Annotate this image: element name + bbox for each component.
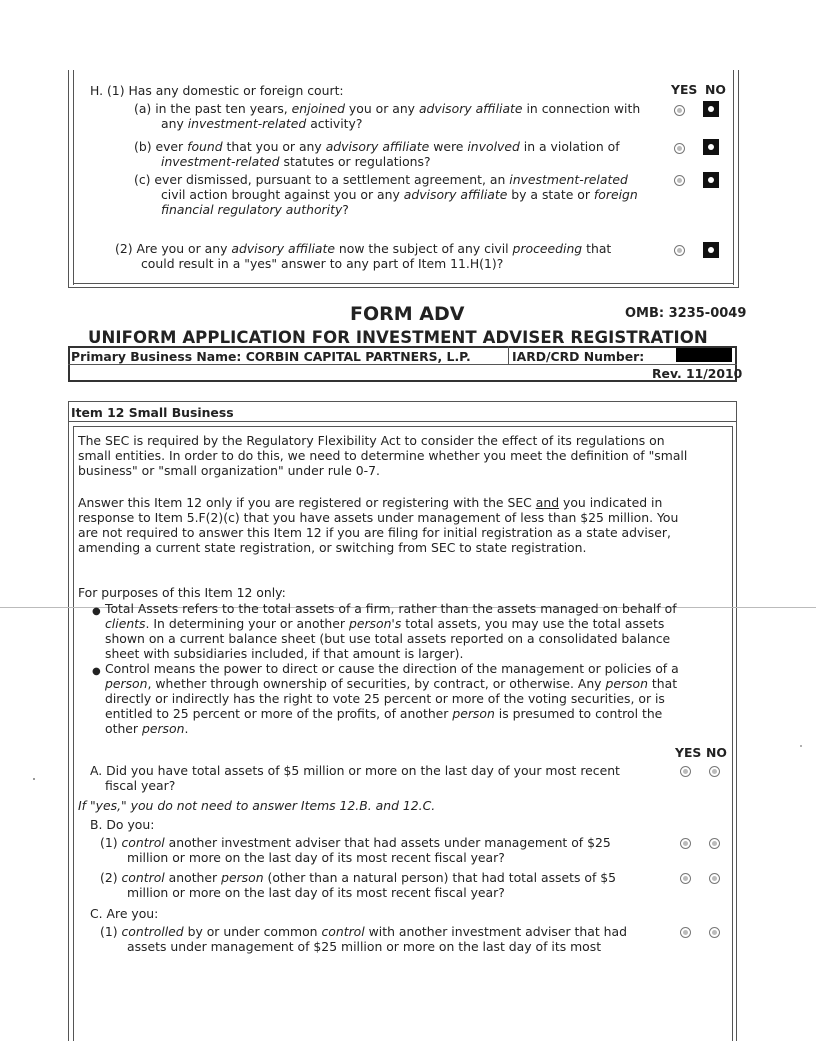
iard-crd-label: IARD/CRD Number: bbox=[512, 349, 645, 364]
h2-yes-radio[interactable] bbox=[674, 245, 685, 256]
12b2-no-radio[interactable] bbox=[709, 873, 720, 884]
frame-left-outer bbox=[68, 70, 69, 287]
12a-yes-radio[interactable] bbox=[680, 766, 691, 777]
item12-yes-header: YES bbox=[675, 745, 702, 760]
revision-label: Rev. 11/2010 bbox=[652, 366, 743, 381]
form-title: FORM ADV bbox=[350, 303, 465, 325]
12c1-no-radio[interactable] bbox=[709, 927, 720, 938]
scan-speck bbox=[33, 778, 35, 780]
no-column-header: NO bbox=[705, 82, 726, 97]
frame-bottom-outer bbox=[68, 287, 739, 288]
form-subtitle: UNIFORM APPLICATION FOR INVESTMENT ADVISER REGISTRATION bbox=[88, 328, 708, 347]
h1b-yes-radio[interactable] bbox=[674, 143, 685, 154]
h1a-yes-radio[interactable] bbox=[674, 105, 685, 116]
iard-divider bbox=[508, 346, 509, 364]
item12-inner-top bbox=[73, 426, 732, 427]
question-12b1: (1) control another investment adviser that had assets under management of $25 million or more on the last day of its most recent fiscal year? bbox=[100, 835, 611, 865]
h1b-no-radio-selected[interactable] bbox=[703, 139, 719, 155]
question-12b2: (2) control another person (other than a natural person) that had total assets of $5 million or more on the last day of its most recent fiscal year? bbox=[100, 870, 617, 900]
question-12a: A. Did you have total assets of $5 million or more on the last day of your most recent fiscal year? bbox=[90, 763, 620, 793]
question-12b-intro: B. Do you: bbox=[90, 817, 155, 832]
h1c-no-radio-selected[interactable] bbox=[703, 172, 719, 188]
question-h2: (2) Are you or any advisory affiliate now the subject of any civil proceeding that could result in a "yes" answer to any part of Item 11.H(1)? bbox=[115, 241, 612, 271]
bullet-total-assets: Total Assets refers to the total assets of a firm, rather than the assets managed on behalf of clients. In determining your or another person's total assets, you may use the total assets shown on a current balance sheet (but use total assets reported on a consolidated balance sheet with subsidiaries included, if that amount is larger). bbox=[105, 601, 677, 661]
primary-business-name: Primary Business Name: CORBIN CAPITAL PARTNERS, L.P. bbox=[71, 349, 471, 364]
redacted-iard-number bbox=[676, 348, 732, 362]
scan-speck bbox=[800, 745, 802, 747]
frame-right-outer bbox=[738, 70, 739, 287]
omb-number: OMB: 3235-0049 bbox=[625, 306, 747, 321]
bullet-dot-1: ● bbox=[92, 606, 101, 617]
h1c-yes-radio[interactable] bbox=[674, 175, 685, 186]
12c1-yes-radio[interactable] bbox=[680, 927, 691, 938]
item12-inner-left bbox=[73, 426, 74, 1041]
item12-no-header: NO bbox=[706, 745, 727, 760]
question-h1b: (b) ever found that you or any advisory affiliate were involved in a violation of investment-related statutes or regulations? bbox=[134, 139, 620, 169]
item12-inner-right bbox=[732, 426, 733, 1041]
item12-paragraph-2: Answer this Item 12 only if you are registered or registering with the SEC and you indicated in response to Item 5.F(2)(c) that you have assets under management of less than $25 million. You are not required to answer this Item 12 if you are filing for initial registration as a state adviser, amending a current state registration, or switching from SEC to state registration. bbox=[78, 495, 679, 555]
frame-bottom-inner bbox=[73, 283, 734, 284]
bullet-control: Control means the power to direct or cause the direction of the management or policies of a person, whether through ownership of securities, by contract, or otherwise. Any person that directly or indirectly has the right to vote 25 percent or more of the voting securities, or is entitled to 25 percent or more of the profits, of another person is presumed to control the other person. bbox=[105, 661, 679, 736]
12b1-no-radio[interactable] bbox=[709, 838, 720, 849]
12a-no-radio[interactable] bbox=[709, 766, 720, 777]
frame-right-inner bbox=[733, 70, 734, 285]
h1a-no-radio-selected[interactable] bbox=[703, 101, 719, 117]
question-h1c: (c) ever dismissed, pursuant to a settlement agreement, an investment-related civil action brought against you or any advisory affiliate by a state or foreign financial regulatory authority? bbox=[134, 172, 638, 217]
item12-skip-note: If "yes," you do not need to answer Items 12.B. and 12.C. bbox=[78, 798, 436, 813]
question-12c-intro: C. Are you: bbox=[90, 906, 159, 921]
business-box-divider bbox=[68, 364, 737, 365]
bullet-dot-2: ● bbox=[92, 666, 101, 677]
question-12c1: (1) controlled by or under common control with another investment adviser that had assets under management of $25 million or more on the last day of its most bbox=[100, 924, 627, 954]
12b1-yes-radio[interactable] bbox=[680, 838, 691, 849]
item12-heading: Item 12 Small Business bbox=[71, 405, 234, 420]
question-h1-intro: H. (1) Has any domestic or foreign court: bbox=[90, 83, 344, 98]
question-h1a: (a) in the past ten years, enjoined you or any advisory affiliate in connection with any investment-related activity? bbox=[134, 101, 641, 131]
12b2-yes-radio[interactable] bbox=[680, 873, 691, 884]
item12-paragraph-1: The SEC is required by the Regulatory Flexibility Act to consider the effect of its regulations on small entities. In order to do this, we need to determine whether you meet the definition of "small business" or "small organization" under rule 0-7. bbox=[78, 433, 688, 478]
item12-purposes-intro: For purposes of this Item 12 only: bbox=[78, 585, 286, 600]
frame-left-inner bbox=[73, 70, 74, 285]
h2-no-radio-selected[interactable] bbox=[703, 242, 719, 258]
yes-column-header: YES bbox=[671, 82, 698, 97]
